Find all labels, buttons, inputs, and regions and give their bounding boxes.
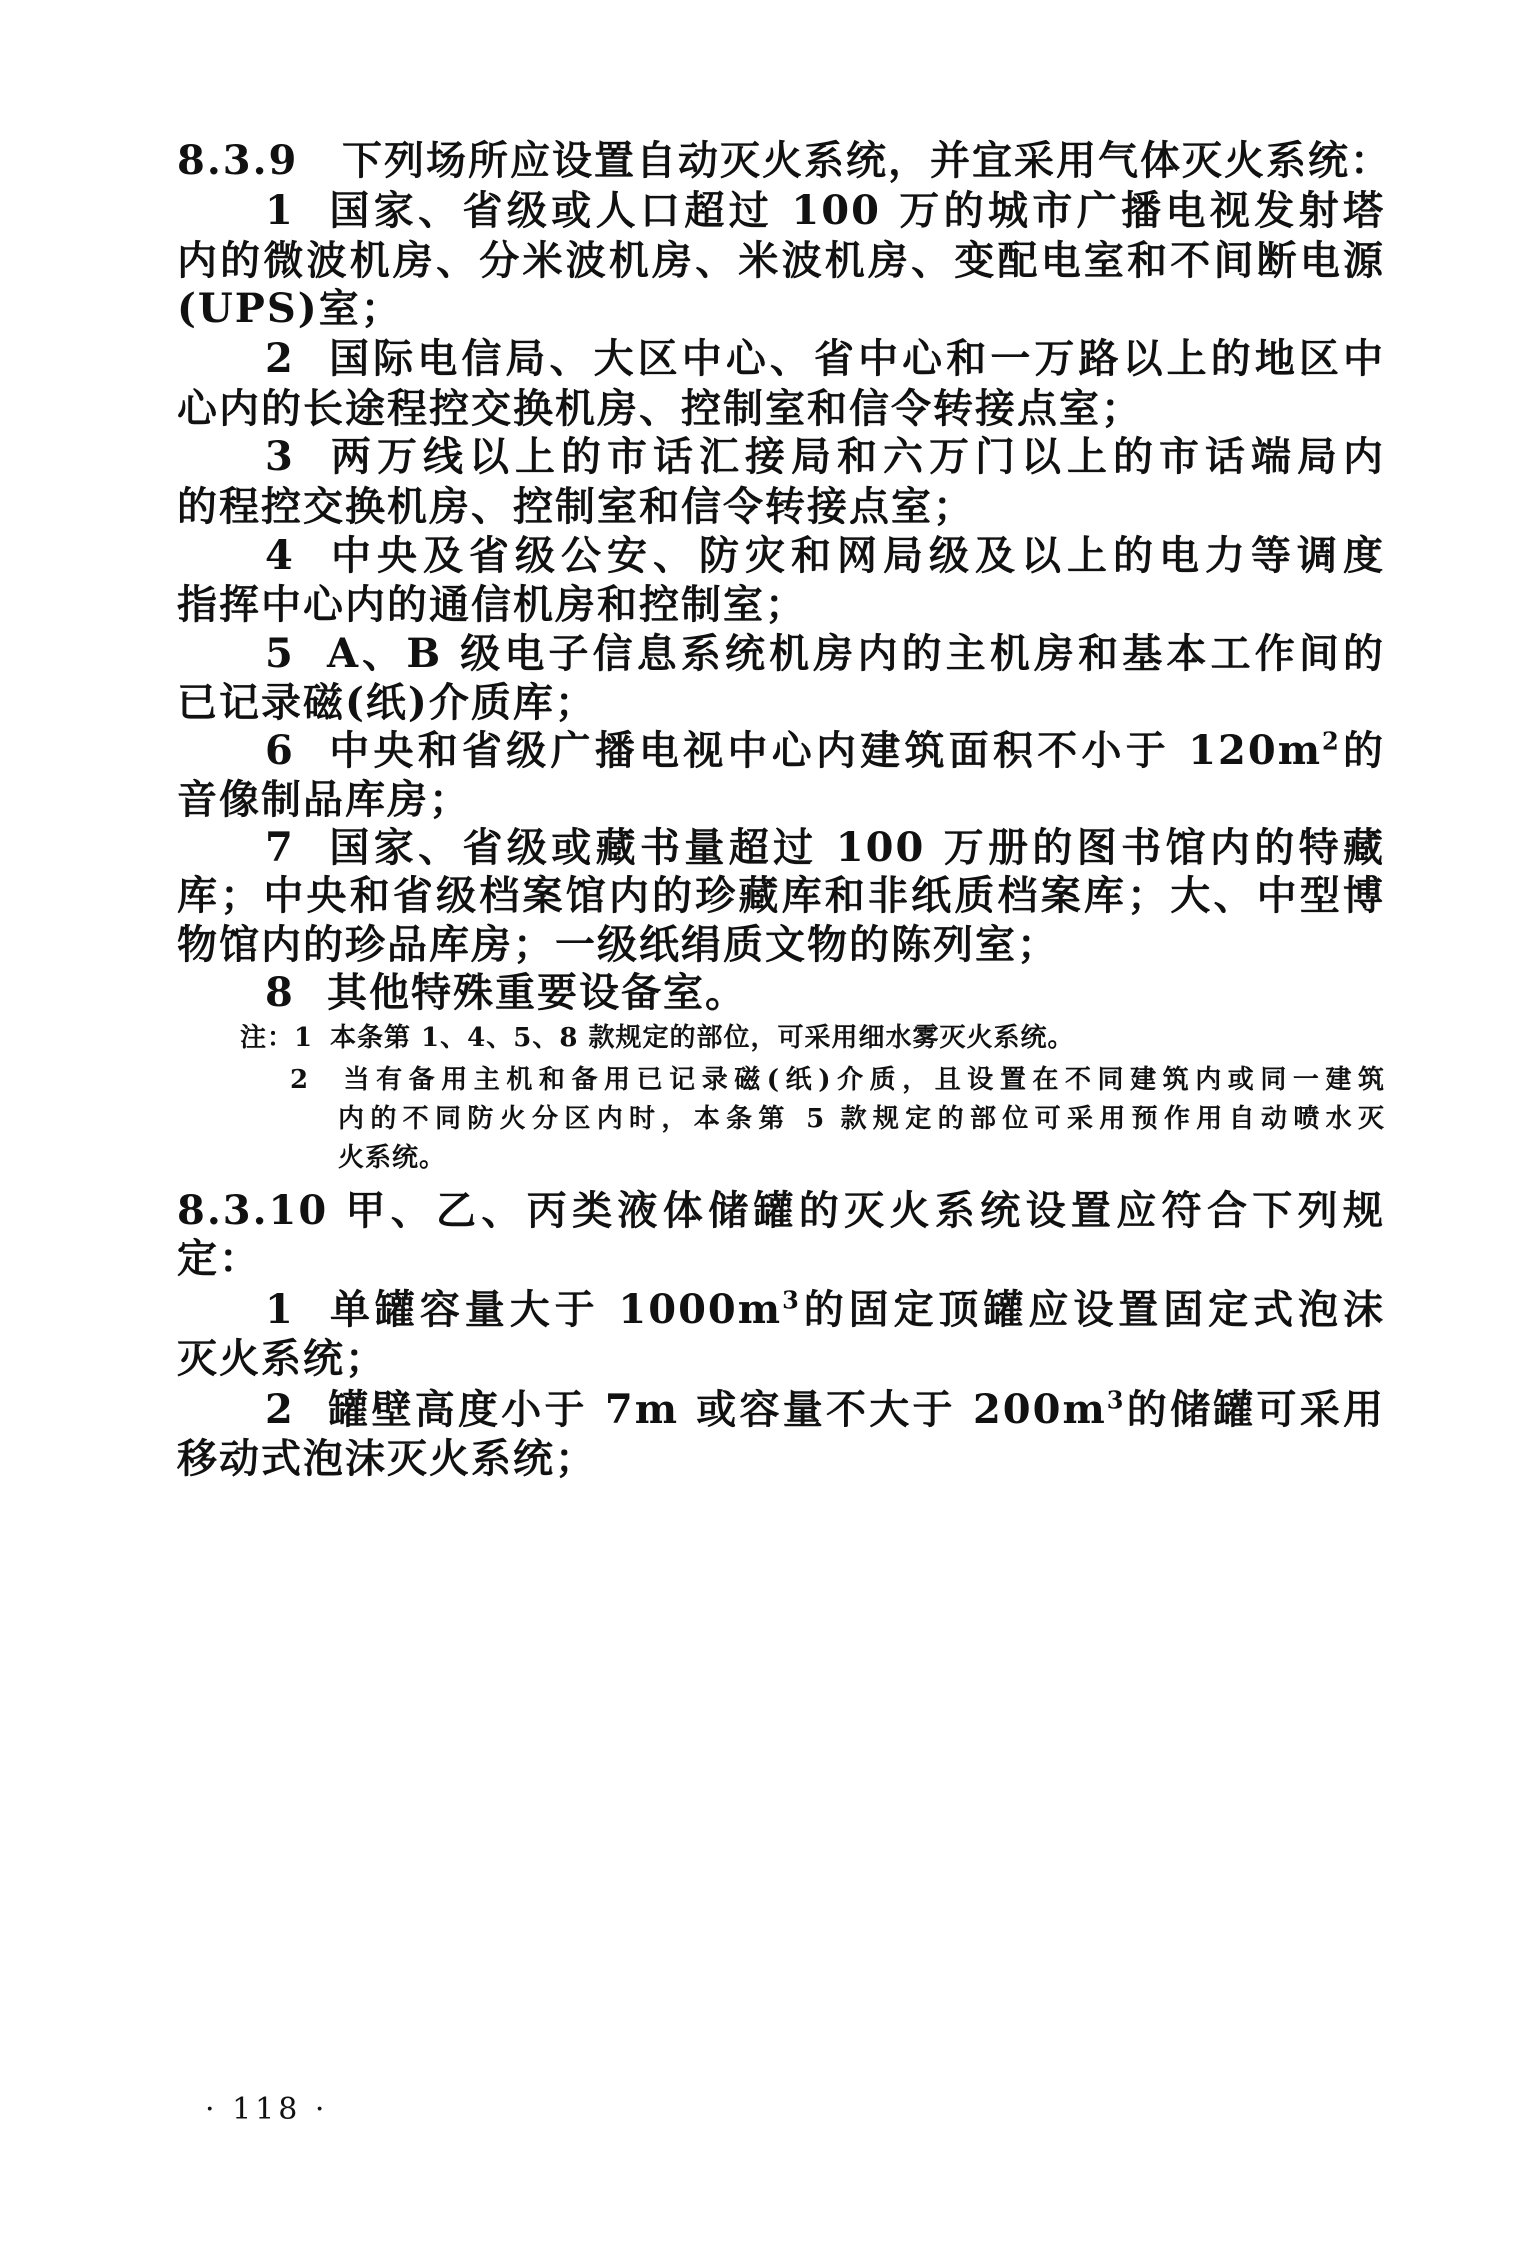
item-6-line-1 bbox=[265, 725, 1385, 777]
note-label: 注：1 bbox=[240, 1023, 314, 1053]
clause-8-3-9-heading bbox=[177, 135, 1392, 187]
item-text: 国家、省级或藏书量超过 100 万册的图书馆内的特藏 bbox=[327, 824, 1385, 871]
superscript: 2 bbox=[1322, 726, 1341, 756]
clause-8-3-10-item-1-line-1 bbox=[265, 1284, 1385, 1336]
note-text: 本条第 1、4、5、8 款规定的部位，可采用细水雾灭火系统。 bbox=[330, 1023, 1075, 1053]
item-text: 其他特殊重要设备室。 bbox=[327, 969, 747, 1016]
item-text: A、B 级电子信息系统机房内的主机房和基本工作间的 bbox=[327, 630, 1385, 677]
item-number: 2 bbox=[265, 1386, 295, 1433]
item-8-line-1 bbox=[265, 967, 1385, 1019]
clause-number: 8.3.9 bbox=[177, 137, 299, 184]
clause-8-3-10-item-2-line-1 bbox=[265, 1384, 1385, 1436]
item-2-line-2: 心内的长途程控交换机房、控制室和信令转接点室； bbox=[177, 385, 1143, 432]
item-5-line-1 bbox=[265, 628, 1385, 680]
item-text: 单罐容量大于 1000m bbox=[327, 1286, 783, 1333]
clause-number: 8.3.10 bbox=[177, 1187, 329, 1234]
item-1-line-2: 内的微波机房、分米波机房、米波机房、变配电室和不间断电源 bbox=[177, 237, 1385, 284]
note-2-line-1 bbox=[290, 1062, 1385, 1098]
item-number: 3 bbox=[265, 433, 295, 480]
item-text: 国际电信局、大区中心、省中心和一万路以上的地区中 bbox=[327, 335, 1385, 382]
item-3-line-2: 的程控交换机房、控制室和信令转接点室； bbox=[177, 483, 975, 530]
item-number: 6 bbox=[265, 727, 295, 774]
page-number: · 118 · bbox=[205, 2092, 329, 2127]
clause-8-3-10-heading bbox=[177, 1185, 1385, 1237]
item-text: 的固定顶罐应设置固定式泡沫 bbox=[800, 1286, 1386, 1333]
item-4-line-2: 指挥中心内的通信机房和控制室； bbox=[177, 581, 807, 628]
note-number: 2 bbox=[290, 1065, 310, 1095]
item-text: 的 bbox=[1340, 727, 1386, 774]
item-text: 两万线以上的市话汇接局和六万门以上的市话端局内 bbox=[327, 433, 1385, 480]
item-text: 的储罐可采用 bbox=[1125, 1386, 1385, 1433]
item-7-line-1 bbox=[265, 822, 1385, 874]
item-1-line-1 bbox=[265, 185, 1385, 237]
item-text: 国家、省级或人口超过 100 万的城市广播电视发射塔 bbox=[327, 187, 1385, 234]
item-number: 8 bbox=[265, 969, 295, 1016]
note-2-line-3: 火系统。 bbox=[338, 1143, 447, 1173]
clause-8-3-10-item-1-line-2: 灭火系统； bbox=[177, 1335, 387, 1382]
item-1-line-3: (UPS)室； bbox=[177, 285, 403, 332]
item-7-line-2: 库；中央和省级档案馆内的珍藏库和非纸质档案库；大、中型博 bbox=[177, 872, 1385, 919]
item-number: 5 bbox=[265, 630, 295, 677]
clause-text: 下列场所应设置自动灭火系统，并宜采用气体灭火系统： bbox=[342, 137, 1392, 184]
superscript: 3 bbox=[1106, 1385, 1126, 1415]
note-text: 当有备用主机和备用已记录磁(纸)介质，且设置在不同建筑内或同一建筑 bbox=[338, 1065, 1385, 1095]
item-7-line-3: 物馆内的珍品库房；一级纸绢质文物的陈列室； bbox=[177, 921, 1059, 968]
item-text: 中央和省级广播电视中心内建筑面积不小于 120m bbox=[327, 727, 1323, 774]
note-2-line-2: 内的不同防火分区内时，本条第 5 款规定的部位可采用预作用自动喷水灭 bbox=[338, 1104, 1385, 1134]
clause-text: 甲、乙、丙类液体储罐的灭火系统设置应符合下列规 bbox=[342, 1187, 1385, 1234]
clause-8-3-10-line-2: 定： bbox=[177, 1235, 261, 1282]
item-text: 罐壁高度小于 7m 或容量不大于 200m bbox=[327, 1386, 1107, 1433]
item-4-line-1 bbox=[265, 530, 1385, 582]
item-number: 4 bbox=[265, 532, 295, 579]
item-text: 中央及省级公安、防灾和网局级及以上的电力等调度 bbox=[327, 532, 1385, 579]
item-3-line-1 bbox=[265, 431, 1385, 483]
item-6-line-2: 音像制品库房； bbox=[177, 776, 471, 823]
clause-8-3-10-item-2-line-2: 移动式泡沫灭火系统； bbox=[177, 1435, 597, 1482]
item-number: 7 bbox=[265, 824, 295, 871]
superscript: 3 bbox=[782, 1285, 801, 1315]
item-5-line-2: 已记录磁(纸)介质库； bbox=[177, 679, 597, 726]
item-number: 2 bbox=[265, 335, 295, 382]
item-2-line-1 bbox=[265, 333, 1385, 385]
item-number: 1 bbox=[265, 187, 295, 234]
item-number: 1 bbox=[265, 1286, 295, 1333]
note-1 bbox=[240, 1020, 1385, 1056]
